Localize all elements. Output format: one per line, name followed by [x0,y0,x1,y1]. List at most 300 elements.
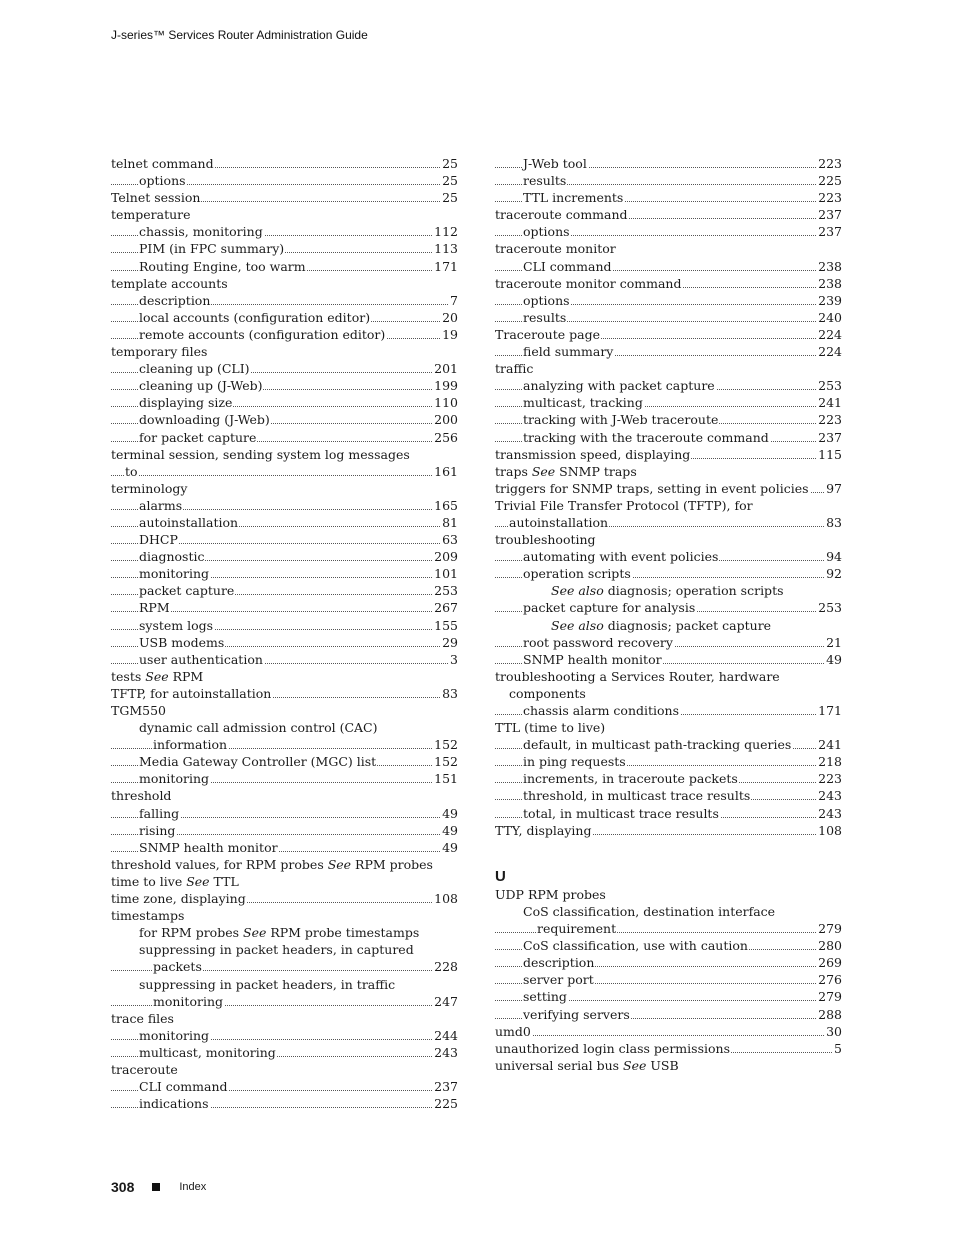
entry-term: universal serial bus [495,1057,624,1073]
entry-term: TFTP, for autoinstallation [111,685,272,701]
index-entry-text [139,310,371,325]
entry-term: CoS classification, use with caution [523,938,748,954]
index-entry-text [111,857,434,872]
entry-term: local accounts (configuration editor) [139,309,371,325]
page-ref: 171 [818,703,842,718]
index-entry [495,702,842,719]
index-entry-text [139,771,210,786]
index-entry-text [139,635,225,650]
page-ref: 83 [442,685,458,701]
page-ref: 280 [818,938,842,954]
page-ref: 241 [818,737,842,753]
entry-term: traps [495,463,532,479]
index-entry-text [139,515,239,530]
entry-term: Media Gateway Controller (MGC) list [139,754,377,770]
entry-term: cleaning up (CLI) [139,361,250,377]
index-entry-text [139,566,210,581]
index-entry [111,206,458,223]
page-ref: 97 [826,480,842,496]
index-entry-text [139,549,205,564]
entry-term: default, in multicast path-tracking queries [523,737,792,753]
index-entry [111,582,458,599]
entry-term: in ping requests [523,754,626,770]
page-ref: 115 [818,446,842,462]
index-entry-text [495,498,754,513]
entry-term: operation scripts [523,566,631,582]
entry-term: requirement [537,921,617,937]
index-entry-text [495,464,638,479]
index-entry [111,1078,458,1095]
index-entry-text [523,771,739,786]
page-ref: 151 [434,771,458,787]
index-entry [111,360,458,377]
see-target: diagnosis; operation scripts [603,583,784,599]
index-entry-text [523,1007,631,1022]
entry-term: PIM (in FPC summary) [139,241,285,257]
page-ref: 243 [818,788,842,804]
see-reference: See [531,463,556,479]
index-entry [495,223,842,240]
index-entry [111,548,458,565]
page-ref: 152 [434,754,458,770]
index-entry [111,873,458,890]
index-entry-text [523,412,719,427]
index-entry [111,787,458,804]
index-entry-text [139,600,171,615]
page-ref: 225 [818,173,842,189]
index-entry-text [495,276,682,291]
page-ref: 5 [834,1040,842,1056]
index-entry-text [495,447,691,462]
index-entry [495,326,842,343]
index-entry-text [111,344,208,359]
index-entry [495,822,842,839]
see-target: USB [646,1057,679,1073]
index-entry [495,497,842,514]
see-target: RPM probes [351,856,433,872]
entry-term: displaying size [139,395,233,411]
index-entry-text [139,823,176,838]
see-reference: See [623,1057,647,1073]
index-entry [495,805,842,822]
index-entry-text [509,686,587,701]
index-entry-text [523,224,571,239]
page-ref: 224 [818,344,842,360]
index-entry [111,856,458,873]
entry-term: SNMP health monitor [523,651,662,667]
index-entry [111,890,458,907]
entry-term: TTL increments [523,190,624,206]
index-entry [111,394,458,411]
page-ref: 253 [434,583,458,599]
entry-term: triggers for SNMP traps, setting in event policies [495,480,809,496]
index-entry-text [139,840,279,855]
entry-term: TTL (time to live) [495,720,606,736]
index-entry-text [139,241,285,256]
index-entry [495,685,842,702]
index-entry [495,360,842,377]
entry-term: description [139,292,211,308]
see-target: SNMP traps [555,463,637,479]
section-gap [495,839,842,856]
entry-term: autoinstallation [509,514,609,530]
footer-square-icon [152,1183,160,1191]
entry-term: J-Web tool [523,156,587,171]
page-ref: 253 [818,600,842,616]
page-ref: 239 [818,292,842,308]
page-ref: 269 [818,955,842,971]
entry-term: DHCP [139,532,178,548]
index-entry [111,822,458,839]
see-reference: See [145,668,169,684]
index-entry [495,1040,842,1057]
index-entry [111,634,458,651]
see-reference: See [327,856,352,872]
index-entry-text [495,481,810,496]
index-entry [111,753,458,770]
page-ref: 25 [442,173,458,189]
index-entry [495,770,842,787]
page-ref: 237 [434,1079,458,1095]
entry-term: tests [111,668,146,684]
index-entry [495,394,842,411]
index-entry-text [139,327,386,342]
index-entry [495,155,842,172]
entry-term: options [523,224,570,240]
index-entry [111,685,458,702]
entry-term: automating with event policies [523,549,719,565]
entry-term: options [139,173,186,189]
index-entry [111,1061,458,1078]
index-entry-text [495,1058,680,1073]
index-entry-text [523,652,663,667]
index-entry-text [139,173,187,188]
entry-term: SNMP health monitor [139,839,278,855]
index-entry-text [495,887,607,902]
index-entry-text [111,703,167,718]
index-entry [495,903,842,920]
page-ref: 218 [818,754,842,770]
index-entry [495,463,842,480]
index-entry-text [523,156,588,171]
entry-term: suppressing in packet headers, in captured [139,942,414,958]
page-ref: 237 [818,207,842,223]
index-entry-text [495,361,534,376]
index-entry [495,1023,842,1040]
index-entry [111,155,458,172]
index-entry [495,189,842,206]
index-entry-text [139,583,235,598]
page-ref: 83 [826,514,842,530]
index-entry [111,770,458,787]
index-entry [111,719,458,736]
page-ref: 209 [434,549,458,565]
entry-term: TTY, displaying [495,822,592,838]
index-entry-text [139,942,415,957]
entry-term: Traceroute page [495,326,600,342]
index-entry-text [523,703,680,718]
index-entry [495,240,842,257]
index-entry-text [153,994,224,1009]
index-entry-text [139,806,180,821]
index-entry [111,1010,458,1027]
page-number: 308 [111,1179,135,1195]
index-entry-text [523,600,696,615]
index-entry [495,258,842,275]
index-entry [111,531,458,548]
page-ref: 49 [826,651,842,667]
entry-term: analyzing with packet capture [523,378,715,394]
entry-term: terminology [111,480,188,496]
index-entry-text [111,891,247,906]
index-entry [495,599,842,616]
index-entry [495,480,842,497]
entry-term: cleaning up (J-Web) [139,378,263,394]
index-entry-text [139,925,420,940]
entry-term: monitoring [153,993,224,1009]
index-entry-text [523,754,627,769]
index-entry-text [139,412,271,427]
entry-term: USB modems [139,634,225,650]
index-entry [495,429,842,446]
index-entry-text [139,293,211,308]
index-entry-text [111,908,185,923]
page-ref: 243 [434,1044,458,1060]
entry-term: UDP RPM probes [495,886,606,902]
index-entry-text [523,955,595,970]
entry-term: time to live [111,873,187,889]
index-entry [111,309,458,326]
index-entry-text [139,1045,277,1060]
index-entry-text [139,378,263,393]
index-entry [111,1044,458,1061]
index-entry [111,377,458,394]
index-entry [495,565,842,582]
entry-term: tracking with the traceroute command [523,429,769,445]
entry-term: time zone, displaying [111,891,246,907]
index-entry [495,548,842,565]
index-entry [495,411,842,428]
page-ref: 243 [818,805,842,821]
entry-term: setting [523,989,567,1005]
page-ref: 225 [434,1096,458,1112]
footer-section-label: Index [179,1181,207,1193]
entry-term: telnet command [111,156,214,171]
entry-term: threshold values, for RPM probes [111,856,328,872]
index-entry-text [523,788,751,803]
index-entry-text [523,737,792,752]
index-entry [111,292,458,309]
index-entry [495,937,842,954]
entry-term: packet capture for analysis [523,600,696,616]
page-ref: 237 [818,224,842,240]
index-entry-text [495,669,781,684]
page-ref: 253 [818,378,842,394]
entry-term: CLI command [523,258,612,274]
index-entry-text [139,618,214,633]
entry-term: traffic [495,361,534,377]
index-entry-text [139,1096,210,1111]
index-entry-text [551,618,772,633]
index-entry [111,651,458,668]
index-entry [495,736,842,753]
index-entry-text [111,190,201,205]
page-ref: 101 [434,566,458,582]
page-ref: 279 [818,989,842,1005]
index-entry [111,805,458,822]
entry-term: tracking with J-Web traceroute [523,412,719,428]
index-entry-text [125,464,139,479]
index-entry-text [523,635,674,650]
entry-term: timestamps [111,908,185,924]
index-entry-text [139,430,257,445]
index-entry-text [551,583,785,598]
entry-term: troubleshooting a Services Router, hardware [495,668,780,684]
index-entry [111,480,458,497]
entry-term: system logs [139,617,214,633]
entry-term: to [125,463,138,479]
entry-term: autoinstallation [139,514,239,530]
index-entry-text [495,207,629,222]
entry-term: root password recovery [523,634,673,650]
page-ref: 29 [442,634,458,650]
entry-term: components [509,685,586,701]
entry-term: umd0 [495,1023,531,1039]
index-entry [495,1057,842,1074]
entry-term: alarms [139,497,183,513]
entry-term: template accounts [111,275,228,291]
index-entry [495,292,842,309]
index-entry [111,941,458,958]
page-ref: 288 [818,1006,842,1022]
page-ref: 223 [818,156,842,171]
entry-term: for packet capture [139,429,257,445]
index-entry [495,920,842,937]
index-entry [495,886,842,903]
page-ref: 21 [826,634,842,650]
page-ref: 199 [434,378,458,394]
index-entry [111,565,458,582]
entry-term: RPM [139,600,170,616]
entry-term: results [523,309,567,325]
index-entry-text [111,1062,179,1077]
entry-term: terminal session, sending system log messages [111,446,410,462]
entry-term: user authentication [139,651,263,667]
index-entry-text [111,1011,175,1026]
entry-term: remote accounts (configuration editor) [139,326,386,342]
index-entry [495,206,842,223]
index-entry [111,993,458,1010]
index-entry-text [111,276,229,291]
page-ref: 276 [818,972,842,988]
page-ref: 108 [818,822,842,838]
index-entry [495,446,842,463]
index-entry [111,617,458,634]
index-entry [495,514,842,531]
page-ref: 224 [818,326,842,342]
page-ref: 25 [442,156,458,171]
see-reference: See also [551,583,604,599]
index-entry-text [523,566,632,581]
index-entry [111,599,458,616]
index-entry [111,172,458,189]
entry-term: monitoring [139,566,210,582]
page-ref: 155 [434,617,458,633]
index-entry [495,668,842,685]
index-entry-text [111,447,411,462]
page-ref: 19 [442,326,458,342]
page-ref: 49 [442,805,458,821]
index-column-left [111,155,458,1112]
page-ref: 237 [818,429,842,445]
index-entry [495,719,842,736]
entry-term: Telnet session [111,190,201,206]
index-entry [495,617,842,634]
index-entry [111,463,458,480]
index-entry-text [523,259,613,274]
index-entry-text [139,532,179,547]
index-entry-text [111,669,204,684]
entry-term: information [153,737,228,753]
entry-term: TGM550 [111,703,166,718]
entry-term: temperature [111,207,191,223]
page-ref: 161 [434,463,458,479]
index-entry-text [153,737,228,752]
page-ref: 3 [450,651,458,667]
index-entry-text [495,241,617,256]
index-entry [111,446,458,463]
index-entry-text [139,720,378,735]
index-entry [111,839,458,856]
index-entry-text [139,259,307,274]
index-entry-text [523,989,568,1004]
index-entry [111,668,458,685]
index-entry [111,958,458,975]
page-ref: 110 [434,395,458,411]
entry-term: multicast, tracking [523,395,643,411]
entry-term: temporary files [111,344,208,360]
index-entry-text [111,481,188,496]
index-entry [495,275,842,292]
entry-term: results [523,173,567,189]
page-ref: 94 [826,549,842,565]
see-reference: See also [551,617,604,633]
page-ref: 30 [826,1023,842,1039]
entry-term: server port [523,972,594,988]
index-entry-text [523,378,716,393]
page-ref: 279 [818,921,842,937]
entry-term: traceroute command [495,207,628,223]
page-ref: 240 [818,309,842,325]
page-ref: 241 [818,395,842,411]
index-entry-text [495,720,606,735]
index-entry [111,275,458,292]
entry-term: packet capture [139,583,235,599]
index-entry-text [523,972,595,987]
page-ref: 223 [818,771,842,787]
entry-term: packets [153,959,202,975]
index-entry [111,258,458,275]
page-ref: 247 [434,993,458,1009]
index-entry-text [139,754,377,769]
index-entry-text [111,156,215,171]
entry-term: traceroute [111,1061,178,1077]
page-ref: 165 [434,497,458,513]
page-ref: 228 [434,959,458,975]
index-entry-text [523,293,571,308]
entry-term: suppressing in packet headers, in traffic [139,976,396,992]
entry-term: field summary [523,344,614,360]
